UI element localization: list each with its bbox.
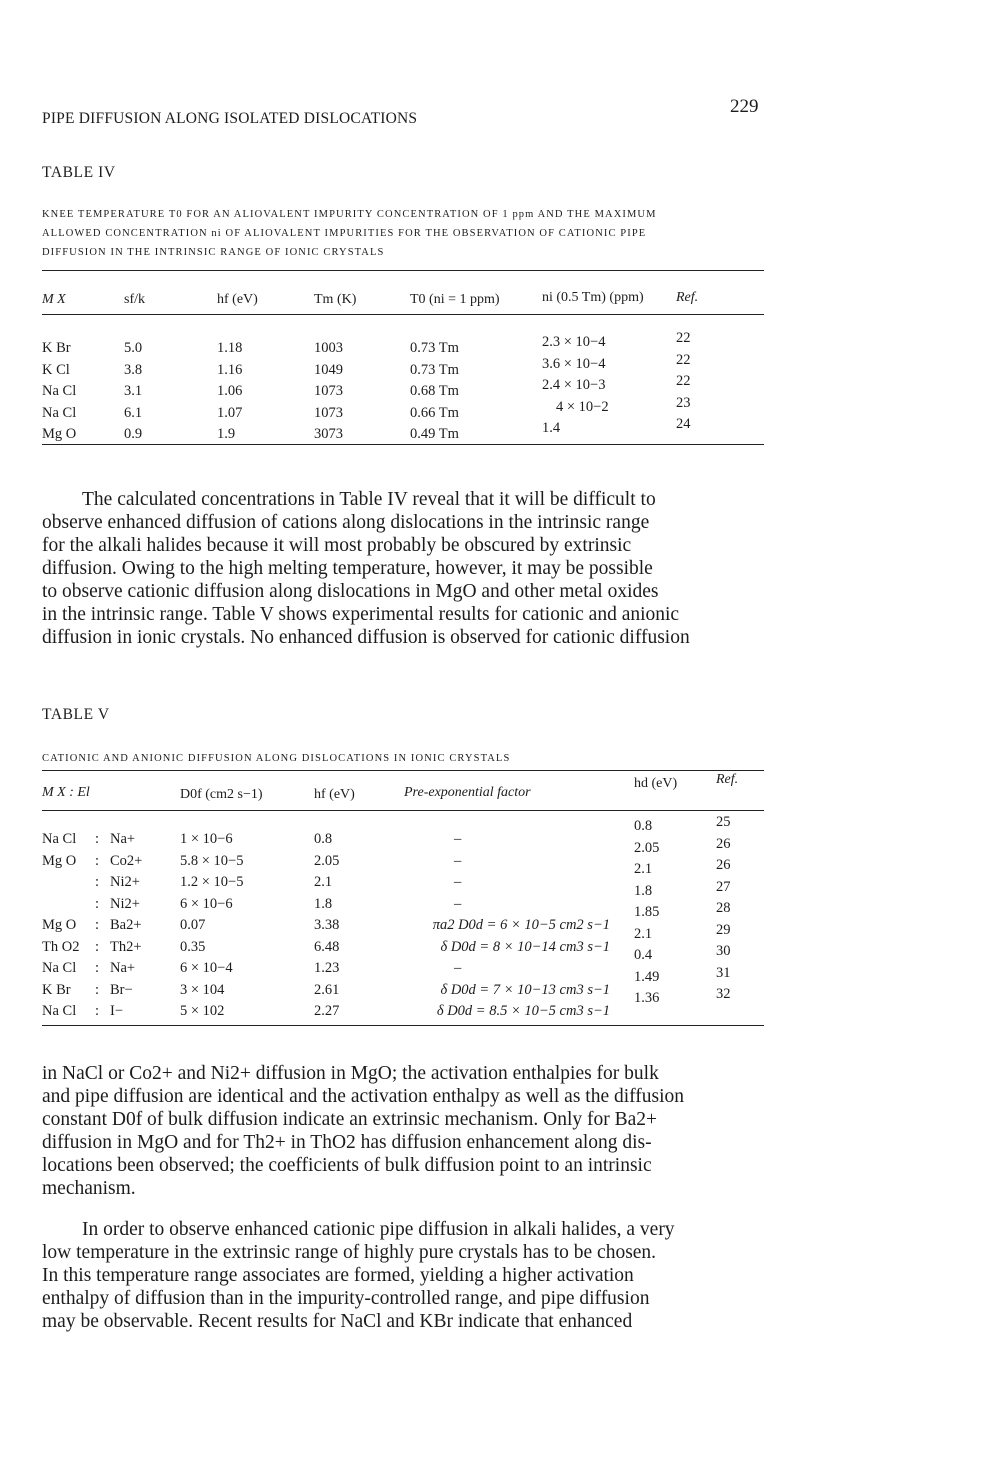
text-line: In order to observe enhanced cationic pipe diffusion in alkali halides, a very (82, 1219, 675, 1240)
table5-top-rule (42, 770, 764, 771)
table5-cell: 29 (716, 921, 731, 938)
table5-cell: Na Cl (42, 960, 77, 976)
paragraph-2 (42, 1062, 684, 1200)
table5-col-colon: : : : : : : : : : (95, 831, 100, 1019)
table4-cell: 5.0 (124, 340, 143, 356)
table4-cell: 0.66 Tm (410, 404, 459, 421)
text-line: may be observable. Recent results for NaCl and KBr indicate that enhanced (42, 1311, 633, 1332)
table5-header: D0f (cm2 s−1) (180, 787, 263, 802)
table5-cell: δ D0d = 8.5 × 10−5 cm3 s−1 (436, 1003, 610, 1019)
table5-cell: 26 (716, 857, 731, 873)
table5-cell: Mg O (42, 852, 77, 869)
table5-cell: – (454, 960, 462, 976)
text-line: In this temperature range associates are formed, yielding a higher activation (42, 1265, 634, 1286)
table5-col-el (110, 829, 142, 1023)
table5-cell: 25 (716, 814, 731, 830)
table4-top-rule (42, 270, 764, 271)
table5-cell: 0.4 (634, 947, 653, 963)
running-head: PIPE DIFFUSION ALONG ISOLATED DISLOCATIONS (42, 110, 418, 127)
table4-col-ref (676, 328, 691, 436)
table4-col-t0 (410, 338, 459, 446)
table5-cell: Br− (110, 981, 133, 998)
table5-header: hd (eV) (634, 776, 678, 791)
table4-header: Ref. (676, 290, 699, 305)
table5-cell: 31 (716, 964, 731, 981)
table4-cell: 1.9 (217, 426, 236, 442)
table4-cell: 24 (676, 416, 691, 432)
table4-col-mx (42, 338, 76, 446)
table5-cell: 2.61 (314, 981, 340, 998)
table4-cell: Na Cl (42, 404, 77, 421)
table4-cell: 22 (676, 330, 691, 346)
table5-cell: 1.36 (634, 990, 660, 1006)
table4-cell: 6.1 (124, 404, 143, 421)
table5-cell: 2.05 (634, 839, 660, 856)
table5-cell: 1.85 (634, 904, 660, 920)
table5-cell: 1.23 (314, 960, 340, 976)
table5-cell (42, 872, 79, 894)
table5-cell: I− (110, 1003, 124, 1019)
table5-header: Ref. (716, 772, 739, 787)
table5-cell: δ D0d = 8 × 10−14 cm3 s−1 (440, 938, 610, 955)
table4-cell: 3.1 (124, 383, 143, 399)
table4-cell: 2.3 × 10−4 (542, 334, 606, 350)
table5-cell: Na Cl (42, 1003, 77, 1019)
table5-cell: Th O2 (42, 938, 80, 955)
text-line: diffusion in MgO and for Th2+ in ThO2 has diffusion enhancement along dis- (42, 1132, 652, 1153)
table4-col-ni (542, 332, 609, 440)
table5-col-d0 (180, 829, 243, 1023)
table4-cell: 1073 (314, 383, 343, 399)
table5-header: Pre-exponential factor (404, 785, 531, 800)
table5-cell: – (454, 874, 462, 890)
table5-col-mx (42, 829, 79, 1023)
text-line: The calculated concentrations in Table IV reveal that it will be difficult to (82, 489, 656, 510)
table5-cell: – (454, 895, 462, 912)
table5-cell: Ba2+ (110, 917, 142, 933)
table4-cell: 22 (676, 373, 691, 389)
text-line: constant D0f of bulk diffusion indicate an extrinsic mechanism. Only for Ba2+ (42, 1109, 658, 1130)
text-line: in the intrinsic range. Table V shows experimental results for cationic and anionic (42, 604, 680, 625)
table5-cell: 1.8 (314, 895, 333, 912)
table4-bottom-rule (42, 444, 764, 445)
table4-caption-line: DIFFUSION IN THE INTRINSIC RANGE OF IONIC CRYSTALS (42, 247, 385, 258)
text-line: low temperature in the extrinsic range of highly pure crystals has to be chosen. (42, 1242, 657, 1263)
table5-cell: 0.35 (180, 938, 206, 955)
table5-cell: 0.8 (314, 831, 333, 847)
text-line: to observe cationic diffusion along dislocations in MgO and other metal oxides (42, 581, 659, 602)
paragraph-3 (42, 1218, 675, 1333)
table4-caption (42, 205, 657, 262)
text-line: observe enhanced diffusion of cations along dislocations in the intrinsic range (42, 512, 650, 533)
table5-cell: 1 × 10−6 (180, 831, 233, 847)
table5-cell: πa2 D0d = 6 × 10−5 cm2 s−1 (432, 917, 610, 933)
table5-cell: Na+ (110, 831, 136, 847)
table5-caption: CATIONIC AND ANIONIC DIFFUSION ALONG DISLOCATIONS IN IONIC CRYSTALS (42, 753, 511, 764)
text-line: locations been observed; the coefficients of bulk diffusion point to an intrinsic (42, 1155, 652, 1176)
table5-col-hf (314, 829, 339, 1023)
table5-cell: 27 (716, 878, 731, 895)
table4-cell: 4 × 10−2 (556, 398, 609, 415)
table4-header: hf (eV) (217, 292, 258, 307)
table4-cell: 2.4 × 10−3 (542, 377, 606, 393)
table5-cell: 5.8 × 10−5 (180, 852, 244, 869)
table5-cell: K Br (42, 981, 71, 998)
table4-cell: 1.4 (542, 420, 561, 436)
table4-cell: 1073 (314, 404, 343, 421)
table5-col-prefactor (400, 829, 610, 1023)
paragraph-1 (42, 488, 690, 649)
table4-header: T0 (ni = 1 ppm) (410, 292, 500, 307)
text-line: for the alkali halides because it will most probably be obscured by extrinsic (42, 535, 632, 556)
table5-cell: 26 (716, 835, 731, 852)
text-line: diffusion. Owing to the high melting temperature, however, it may be possible (42, 558, 653, 579)
table5-cell: Na Cl (42, 831, 77, 847)
table5-cell: Th2+ (110, 938, 142, 955)
table4-cell: 0.49 Tm (410, 426, 459, 442)
table4-cell: 0.68 Tm (410, 383, 459, 399)
table5-cell: – (454, 831, 462, 847)
table5-cell: 1.49 (634, 968, 660, 985)
table4-caption-line: ALLOWED CONCENTRATION ni OF ALIOVALENT IMPURITIES FOR THE OBSERVATION OF CATIONIC PIPE (42, 228, 647, 239)
table5-bottom-rule (42, 1025, 764, 1026)
table4-cell: 1003 (314, 340, 343, 356)
table4-cell: Mg O (42, 426, 77, 442)
table4-col-sf (124, 338, 142, 446)
table5-cell: 30 (716, 943, 731, 959)
table5-cell: 2.1 (314, 874, 333, 890)
table4-col-hf (217, 338, 242, 446)
table4-label: TABLE IV (42, 164, 116, 181)
table5-cell: Ni2+ (110, 895, 140, 912)
text-line: and pipe diffusion are identical and the activation enthalpy as well as the diffusion (42, 1086, 685, 1107)
table5-cell: 1.2 × 10−5 (180, 874, 244, 890)
table5-cell: – (454, 852, 462, 869)
table5-cell: 3.38 (314, 917, 340, 933)
table5-cell: δ D0d = 7 × 10−13 cm3 s−1 (440, 981, 610, 998)
table5-cell: Ni2+ (110, 874, 140, 890)
table5-cell: Co2+ (110, 852, 143, 869)
table4-cell: K Br (42, 340, 71, 356)
table4-header: Tm (K) (314, 292, 357, 307)
table5-cell: 6.48 (314, 938, 340, 955)
table4-cell: 0.9 (124, 426, 143, 442)
table5-cell: 2.27 (314, 1003, 340, 1019)
text-line: in NaCl or Co2+ and Ni2+ diffusion in MgO; the activation enthalpies for bulk (42, 1063, 659, 1084)
table4-cell: 1.06 (217, 383, 243, 399)
table5-cell: 0.07 (180, 917, 206, 933)
table4-cell: 3.6 × 10−4 (542, 355, 606, 372)
table4-cell: 1049 (314, 361, 343, 378)
table4-cell: 3073 (314, 426, 343, 442)
table4-cell: 0.73 Tm (410, 361, 459, 378)
table5-cell: 28 (716, 900, 731, 916)
table5-cell: 32 (716, 986, 731, 1002)
table5-header-rule (42, 810, 764, 811)
text-line: mechanism. (42, 1178, 136, 1199)
table4-cell: 1.07 (217, 404, 243, 421)
table5-cell: 2.05 (314, 852, 340, 869)
table5-col-hd (634, 816, 659, 1010)
table5-label: TABLE V (42, 706, 110, 723)
table4-header-rule (42, 314, 764, 315)
table4-cell: 0.73 Tm (410, 340, 459, 356)
table5-cell: 0.8 (634, 818, 653, 834)
table5-cell: 1.8 (634, 882, 653, 899)
table5-cell: 6 × 10−4 (180, 960, 233, 976)
table4-cell: 23 (676, 394, 691, 411)
text-line: enthalpy of diffusion than in the impurity-controlled range, and pipe diffusion (42, 1288, 650, 1309)
table4-cell: 1.16 (217, 361, 243, 378)
table5-cell: 2.1 (634, 861, 653, 877)
table5-cell: 5 × 102 (180, 1003, 225, 1019)
table5-cell: 6 × 10−6 (180, 895, 233, 912)
table4-cell: 3.8 (124, 361, 143, 378)
table5-cell (42, 894, 79, 916)
table4-cell: 22 (676, 351, 691, 368)
table4-cell: 1.18 (217, 340, 243, 356)
table5-cell: Mg O (42, 917, 77, 933)
table5-header: hf (eV) (314, 787, 355, 802)
table4-cell: Na Cl (42, 383, 77, 399)
table4-header: M X (42, 292, 66, 307)
table5-cell: 3 × 104 (180, 981, 225, 998)
text-line: diffusion in ionic crystals. No enhanced diffusion is observed for cationic diffusion (42, 627, 690, 648)
table4-header: ni (0.5 Tm) (ppm) (542, 290, 644, 305)
table4-caption-line: KNEE TEMPERATURE T0 FOR AN ALIOVALENT IMPURITY CONCENTRATION OF 1 ppm AND THE MAXIMUM (42, 209, 657, 220)
table5-header: M X : El (42, 785, 90, 800)
page-number: 229 (730, 96, 759, 117)
table5-cell: Na+ (110, 960, 136, 976)
table5-cell: 2.1 (634, 925, 653, 942)
table5-col-ref (716, 812, 731, 1006)
table4-header: sf/k (124, 292, 145, 307)
table4-col-tm (314, 338, 343, 446)
table4-cell: K Cl (42, 361, 70, 378)
